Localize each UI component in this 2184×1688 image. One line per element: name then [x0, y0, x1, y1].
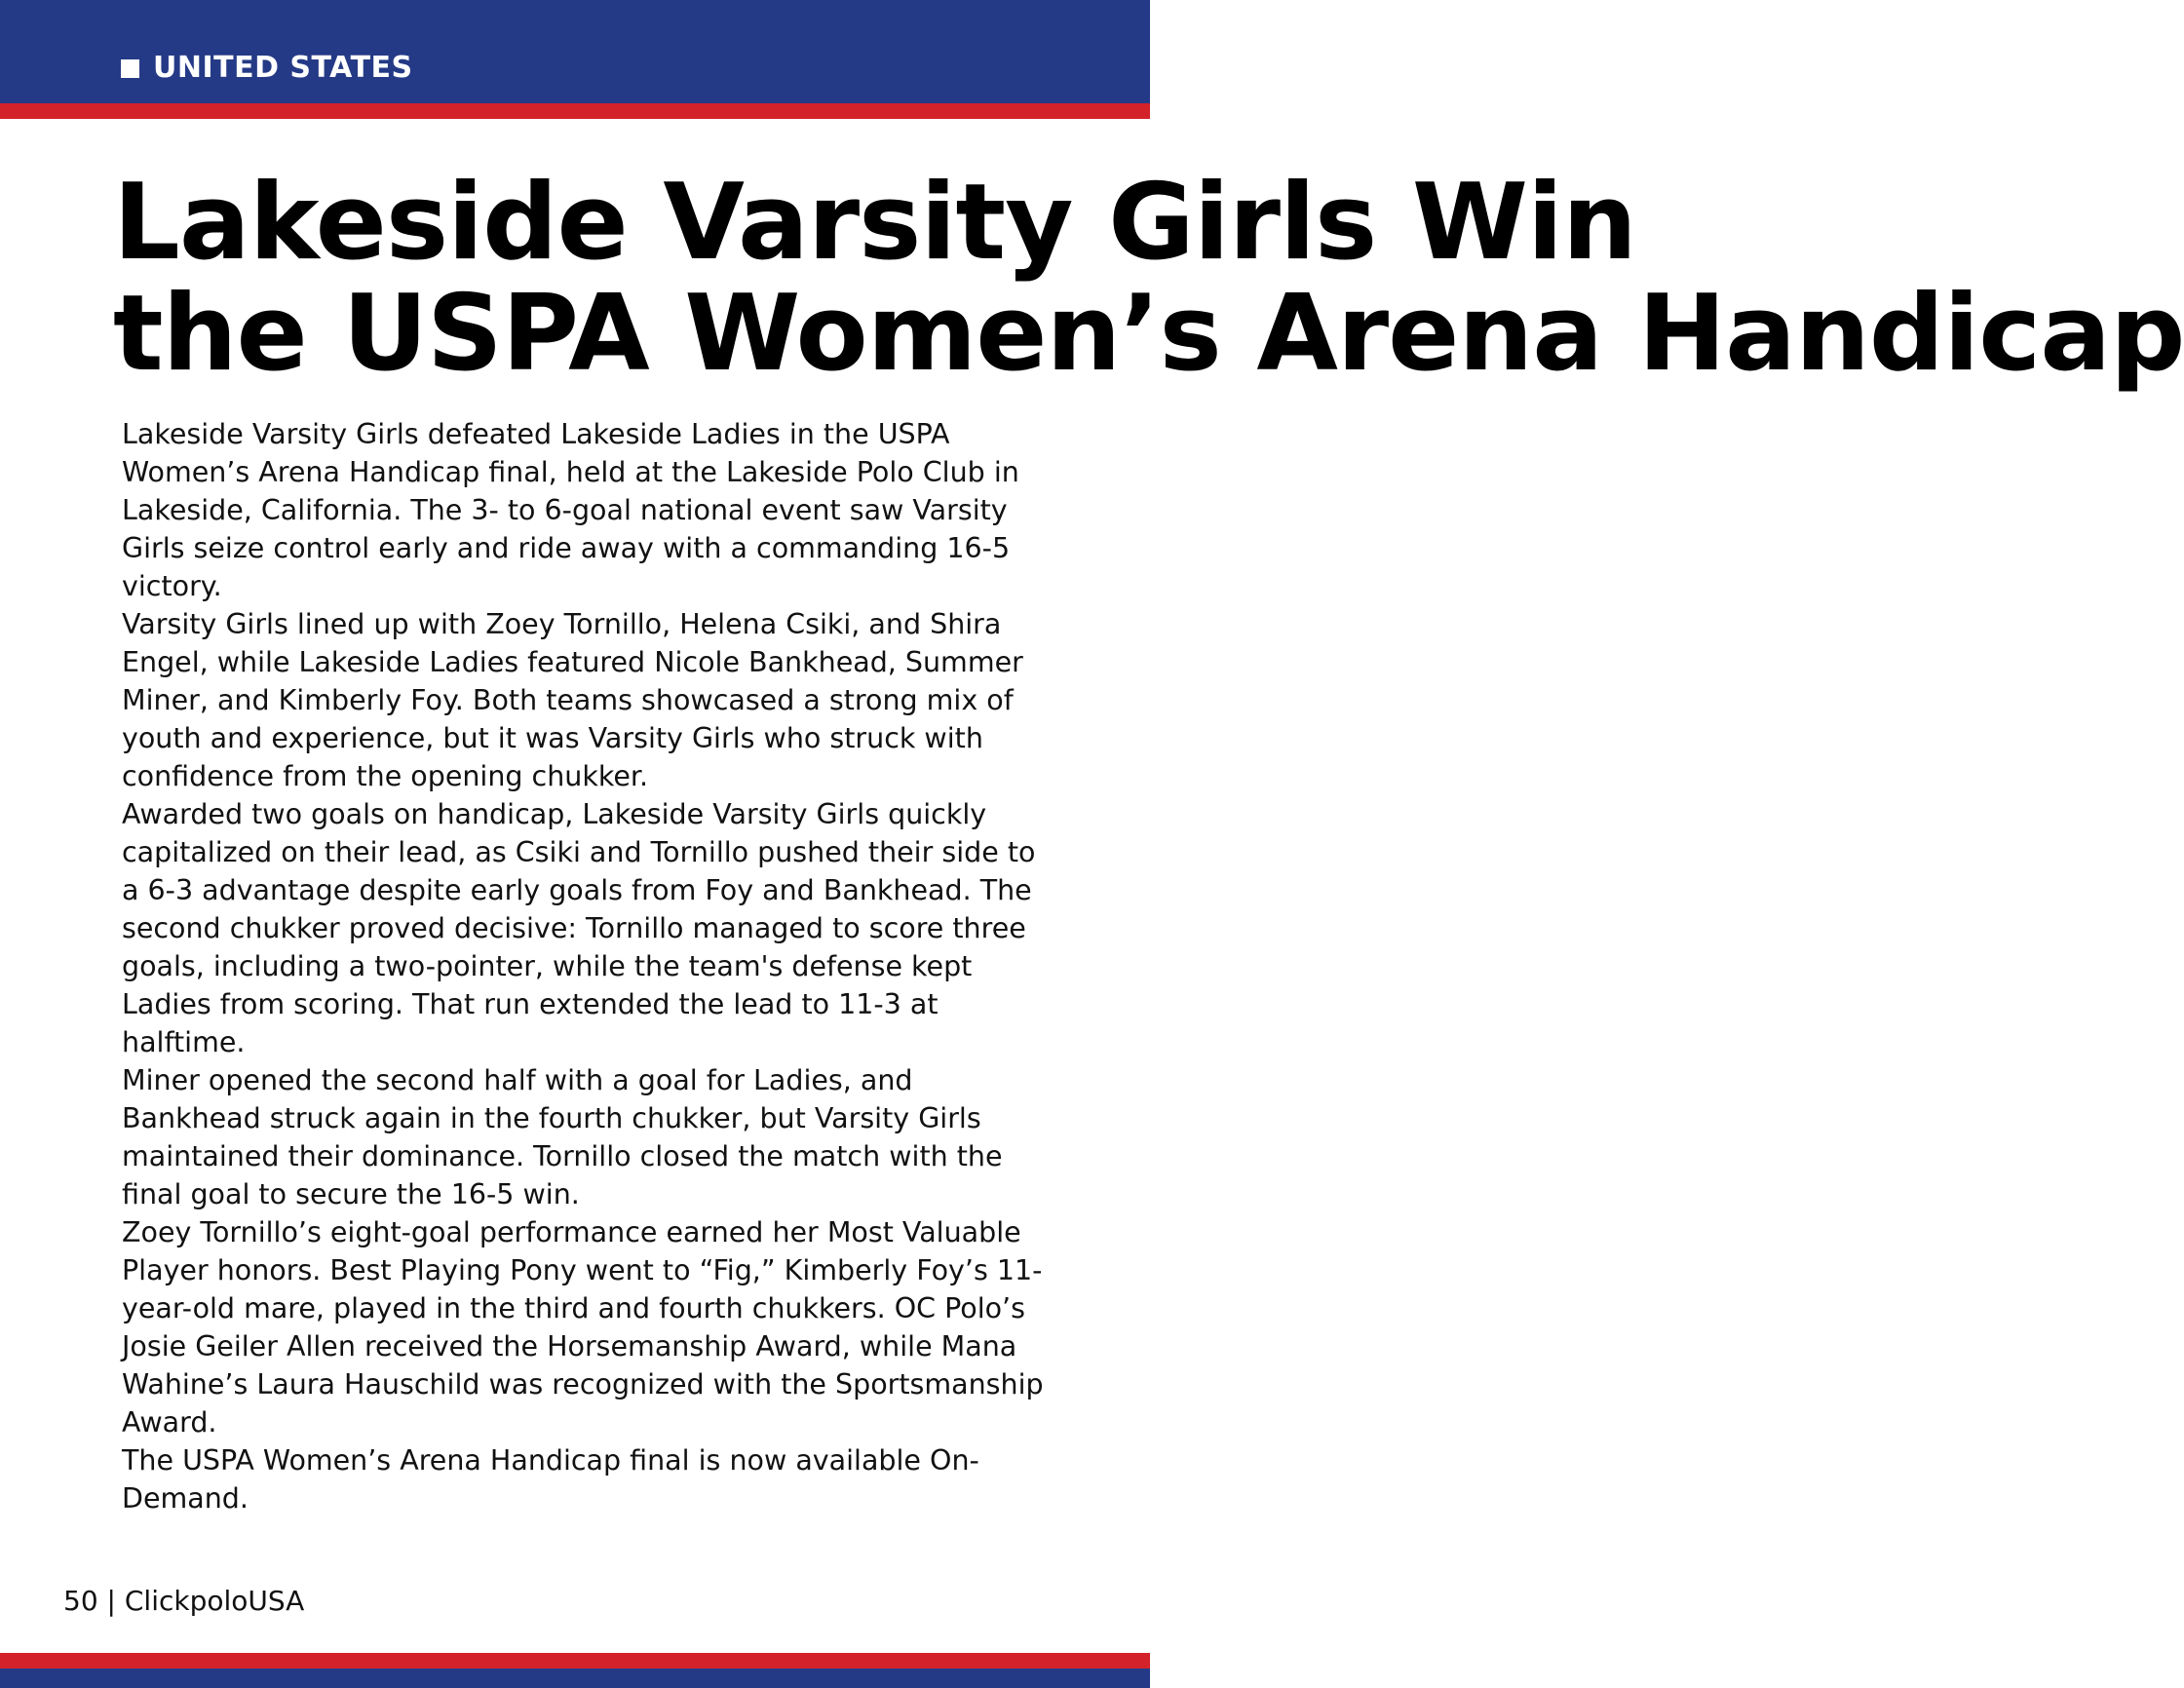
article-paragraph-4: Miner opened the second half with a goal for Ladies, and Bankhead struck again in the fourth chukker, but Varsity Girls maintained their dominance. Tornillo closed the match with the final goal to secure the 16-5 win.	[122, 1064, 1003, 1210]
article-paragraph-2: Varsity Girls lined up with Zoey Tornillo, Helena Csiki, and Shira Engel, while Lakeside Ladies featured Nicole Bankhead, Summer Miner, and Kimberly Foy. Both teams showcased a strong mix of youth and experience, but it was Varsity Girls who struck with confidence from the opening chukker.	[122, 608, 1023, 792]
headline-line-2: the USPA Women’s Arena Handicap	[113, 273, 2184, 395]
article-paragraph-6: The USPA Women’s Arena Handicap final is now available On-Demand.	[122, 1444, 979, 1515]
section-label	[121, 51, 413, 86]
headline	[113, 162, 2184, 395]
article-paragraph-5: Zoey Tornillo’s eight-goal performance earned her Most Valuable Player honors. Best Playing Pony went to “Fig,” Kimberly Foy’s 11-year-old mare, played in the third and fourth chukkers. OC Polo’s Josie Geiler Allen received the Horsemanship Award, while Mana Wahine’s Laura Hauschild was recognized with the Sportsmanship Award.	[122, 1216, 1044, 1439]
article-paragraph-3: Awarded two goals on handicap, Lakeside Varsity Girls quickly capitalized on their lead, as Csiki and Tornillo pushed their side to a 6-3 advantage despite early goals from Foy and Bankhead. The second chukker proved decisive: Tornillo managed to score three goals, including a two-pointer, while the team's defense kept Ladies from scoring. That run extended the lead to 11-3 at halftime.	[122, 798, 1036, 1058]
page-footer: 50 | ClickpoloUSA	[63, 1585, 305, 1617]
article-paragraph-1: Lakeside Varsity Girls defeated Lakeside Ladies in the USPA Women’s Arena Handicap final, held at the Lakeside Polo Club in Lakeside, California. The 3- to 6-goal national event saw Varsity Girls seize control early and ride away with a commanding 16-5 victory.	[122, 418, 1019, 602]
headline-line-1: Lakeside Varsity Girls Win	[113, 162, 1636, 284]
square-icon	[121, 59, 139, 78]
section-label-text: UNITED STATES	[153, 51, 413, 85]
footer-band	[0, 1669, 1150, 1688]
header-red-stripe	[0, 103, 1150, 119]
article-body	[122, 415, 1057, 1517]
footer-red-stripe	[0, 1653, 1150, 1669]
